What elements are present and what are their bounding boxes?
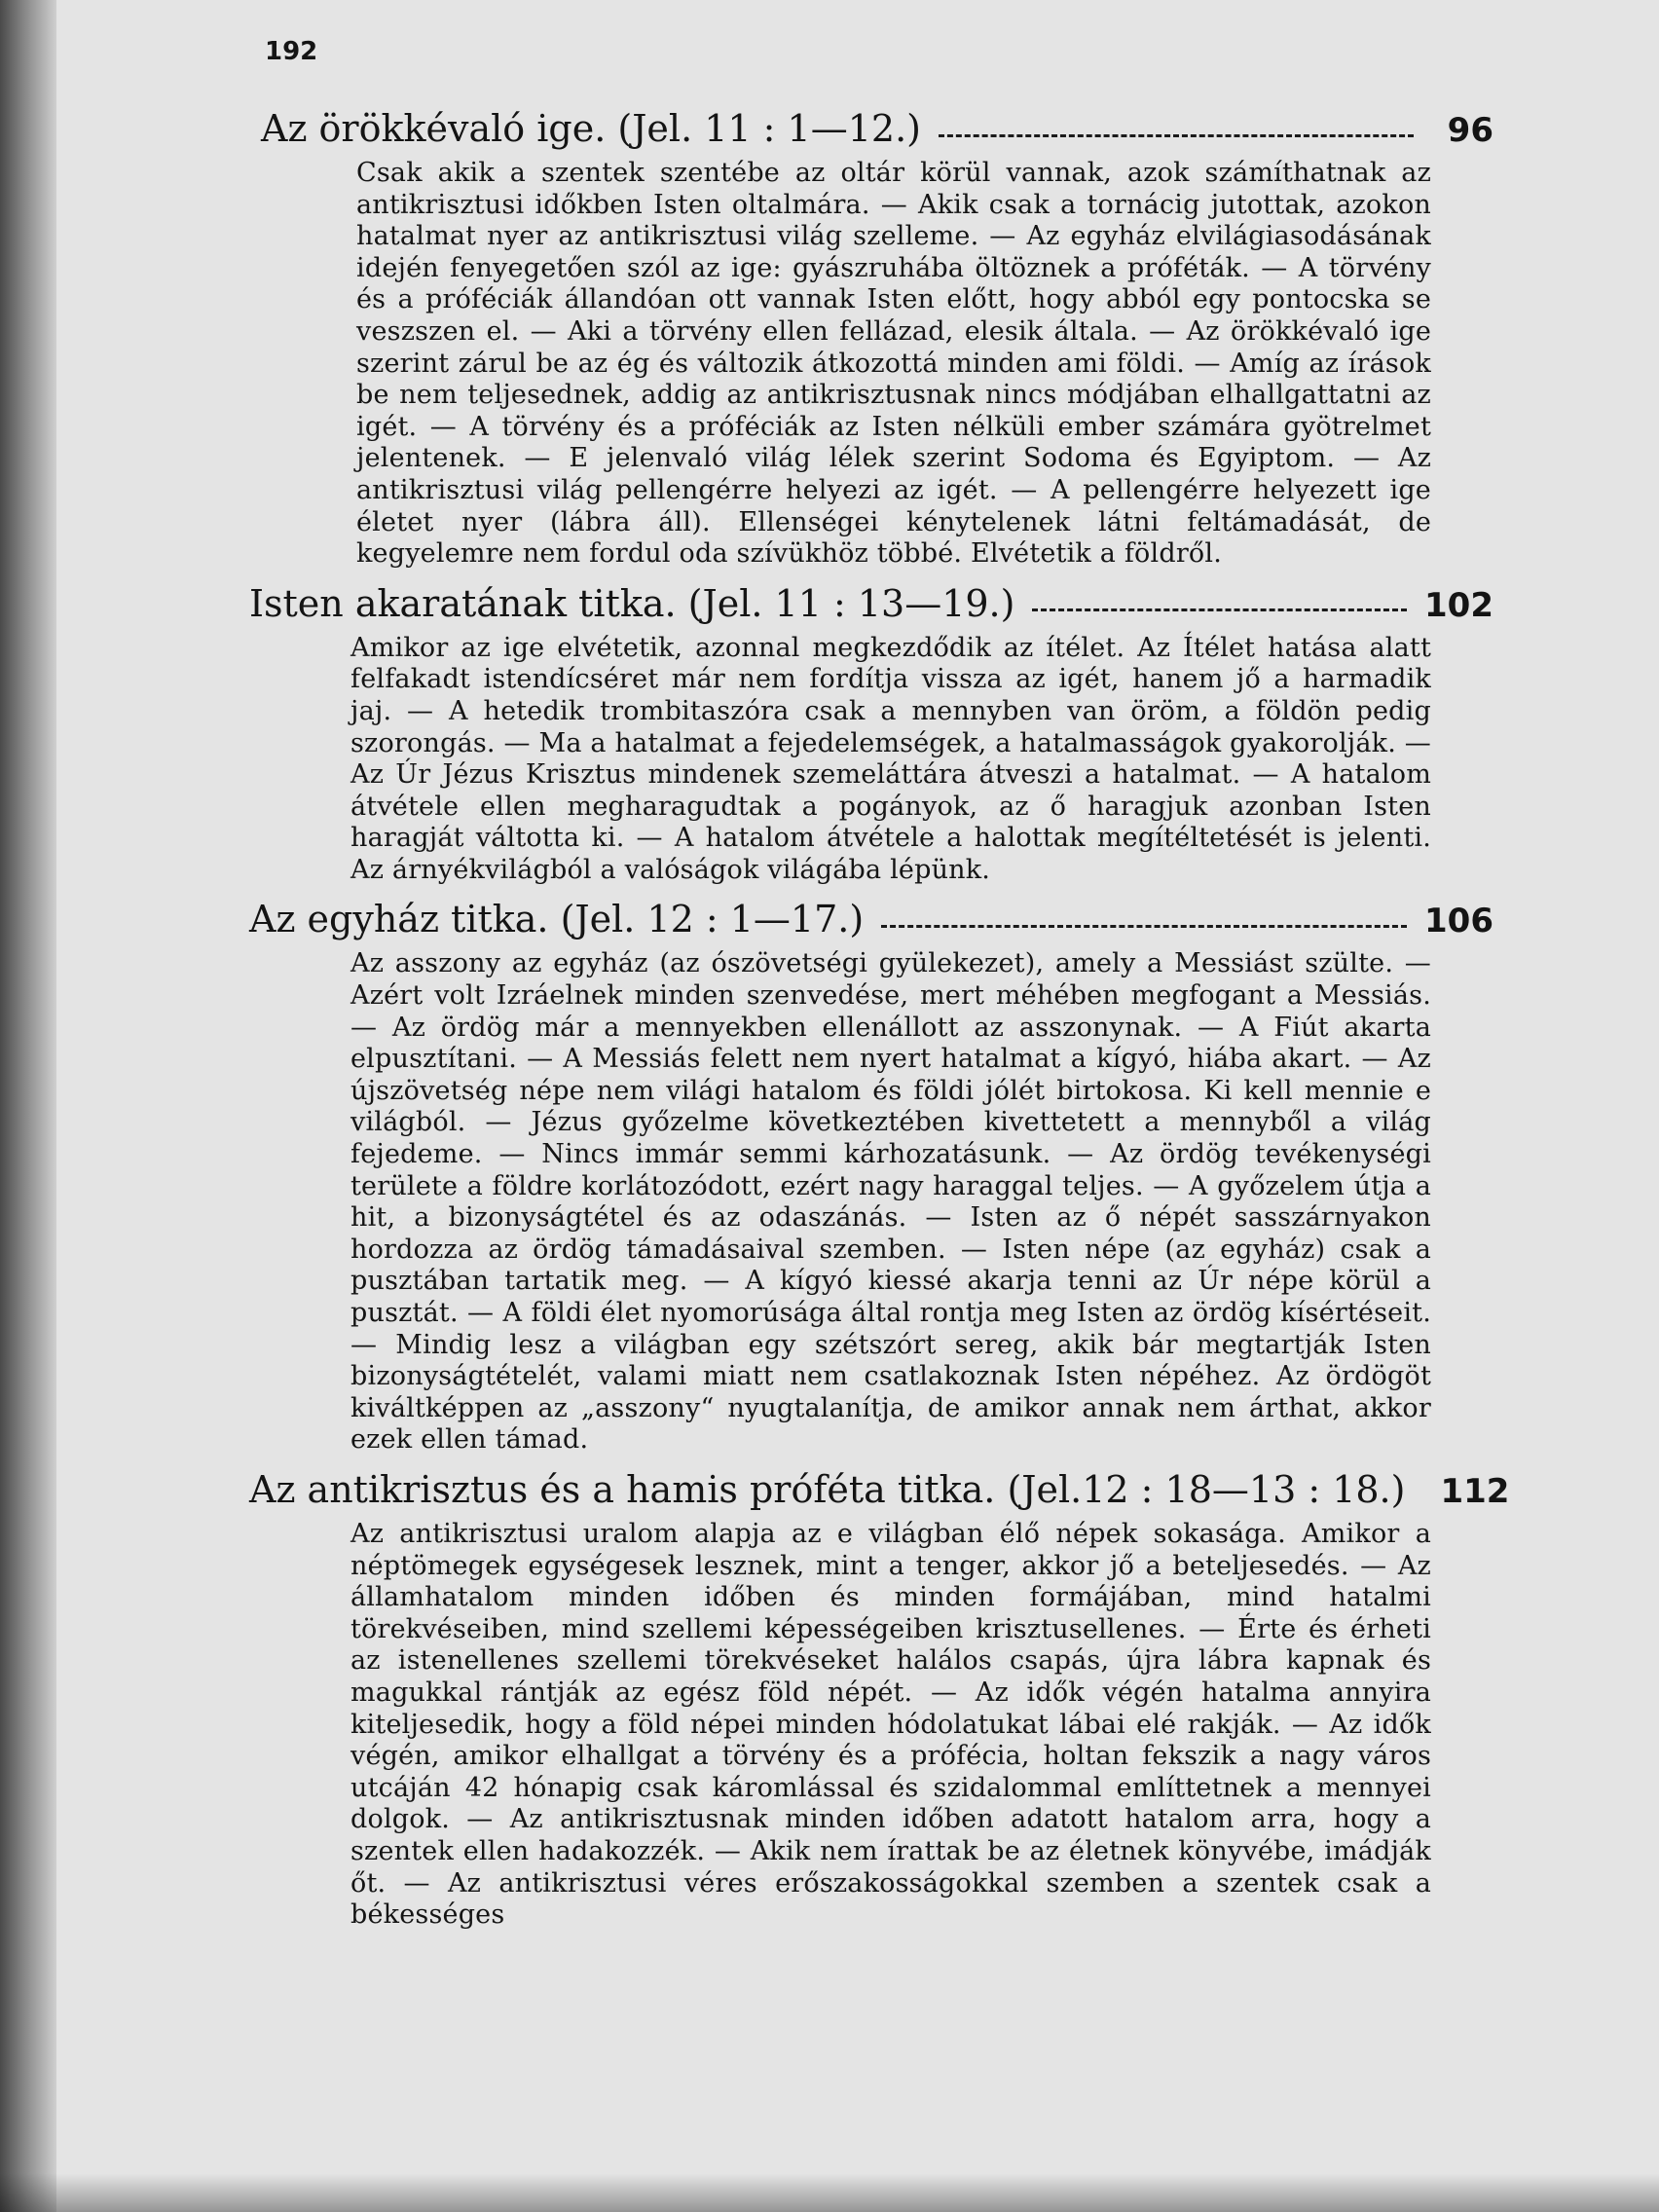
toc-entry (249, 580, 1493, 887)
toc-entry (249, 896, 1493, 1456)
entry-title: Az örökkévaló ige. (Jel. 11 : 1—12.) (261, 107, 921, 150)
entry-title: Az antikrisztus és a hamis próféta titka. (Jel.12 : 18—13 : 18.) (249, 1467, 1406, 1511)
dash-leader (1032, 608, 1407, 611)
bottom-edge-shadow (0, 2173, 1659, 2212)
entry-heading (249, 580, 1493, 629)
toc-entry (249, 1466, 1510, 1932)
entry-summary: Amikor az ige elvétetik, azonnal megkezdődik az ítélet. Az Ítélet hatása alatt felfakadt istendícséret már nem fordítja vissza az igét, hanem jő a harmadik jaj. — A hetedik trombitaszóra csak a mennyben van öröm, a földön pedig szorongás. — Ma a hatalmat a fejedelemségek, a hatalmasságok gyakorolják. — Az Úr Jézus Krisztus mindenek szemeláttára átveszi a hatalmat. — A hatalom átvétele ellen megharagudtak a pogányok, az ő haragjuk azonban Isten haragját váltotta ki. — A hatalom átvétele a halottak megítéltetését is jelenti. Az árnyékvilágból a valóságok világába lépünk. (350, 632, 1431, 885)
entry-summary: Az asszony az egyház (az ószövetségi gyülekezet), amely a Messiást szülte. — Azért volt Izráelnek minden szenvedése, mert méhében megfogant a Messiás. — Az ördög már a mennyekben ellenállott az asszonynak. — A Fiút akarta elpusztítani. — A Messiás felett nem nyert hatalmat a kígyó, hiába akart. — Az újszövetség népe nem világi hatalom és földi jólét birtokosa. Ki kell mennie e világból. — Jézus győzelme következtében kivettetett a mennyből a világ fejedeme. — Nincs immár semmi kárhozatásunk. — Az ördög tevékenységi területe a földre korlátozódott, ezért nagy haraggal teljes. — A győzelem útja a hit, a bizonyságtétel és az odaszánás. — Isten az ő népét sasszárnyakon hordozza az ördög támadásaival szemben. — Isten népe (az egyház) csak a pusztában tartatik meg. — A kígyó kiessé akarja tenni az Úr népe körül a pusztát. — A földi élet nyomorúsága által rontja meg Isten az ördög kísértéseit. — Mindig lesz a világban egy szétszórt sereg, akik bár megtartják Isten bizonyságtételét, valami miatt nem csatlakoznak Isten népéhez. Az ördögöt kiváltképpen az „asszony“ nyugtalanítja, de amikor annak nem árthat, akkor ezek ellen támad. (350, 948, 1431, 1456)
entry-page-number: 96 (1447, 111, 1493, 150)
page-number: 192 (265, 37, 318, 66)
book-spine-shadow (0, 0, 56, 2212)
entry-heading (249, 105, 1493, 154)
dash-leader (881, 925, 1407, 928)
dash-leader (939, 134, 1414, 137)
entry-heading (249, 1466, 1510, 1515)
toc-entry (249, 105, 1493, 571)
entry-page-number: 112 (1440, 1471, 1510, 1511)
entry-page-number: 106 (1424, 902, 1493, 941)
entry-title: Az egyház titka. (Jel. 12 : 1—17.) (249, 898, 865, 941)
entry-page-number: 102 (1424, 585, 1493, 625)
toc-list (249, 105, 1510, 1941)
entry-summary: Csak akik a szentek szentébe az oltár körül vannak, azok számíthatnak az antikrisztusi időkben Isten oltalmára. — Akik csak a tornácig jutottak, azokon hatalmat nyer az antikrisztusi világ szelleme. — Az egyház elvilágiasodásának idején fenyegetően szól az ige: gyászruhába öltöznek a próféták. — A törvény és a próféciák állandóan ott vannak Isten előtt, hogy abból egy pontocska se veszszen el. — Aki a törvény ellen fellázad, elesik általa. — Az örökkévaló ige szerint zárul be az ég és változik átkozottá minden ami földi. — Amíg az írások be nem teljesednek, addig az antikrisztusnak nincs módjában elhallgattatni az igét. — A törvény és a próféciák az Isten nélküli ember számára gyötrelmet jelentenek. — E jelenvaló világ lélek szerint Sodoma és Egyiptom. — Az antikrisztusi világ pellengérre helyezi az igét. — A pellengérre helyezett ige életet nyer (lábra áll). Ellenségei kénytelenek látni feltámadását, de kegyelemre nem fordul oda szívükhöz többé. Elvétetik a földről. (356, 158, 1431, 570)
entry-heading (249, 896, 1493, 944)
entry-summary: Az antikrisztusi uralom alapja az e világban élő népek sokasága. Amikor a néptömegek egységesek lesznek, mint a tenger, akkor jő a beteljesedés. — Az államhatalom minden időben és minden formájában, mind hatalmi törekvéseiben, mind szellemi képességeiben krisztusellenes. — Érte és érheti az istenellenes szellemi törekvéseket halálos csapás, újra lábra kapnak és magukkal rántják az egész föld népét. — Az idők végén hatalma annyira kiteljesedik, hogy a föld népei minden hódolatukat lábai elé rakják. — Az idők végén, amikor elhallgat a törvény és a prófécia, holtan fekszik a nagy város utcáján 42 hónapig csak káromlással és szidalommal említtetnek a mennyei dolgok. — Az antikrisztusnak minden időben adatott hatalom arra, hogy a szentek ellen hadakozzék. — Akik nem írattak be az életnek könyvébe, imádják őt. — Az antikrisztusi véres erőszakosságokkal szemben a szentek csak a békességes (350, 1518, 1431, 1931)
entry-title: Isten akaratának titka. (Jel. 11 : 13—19.) (249, 581, 1015, 625)
